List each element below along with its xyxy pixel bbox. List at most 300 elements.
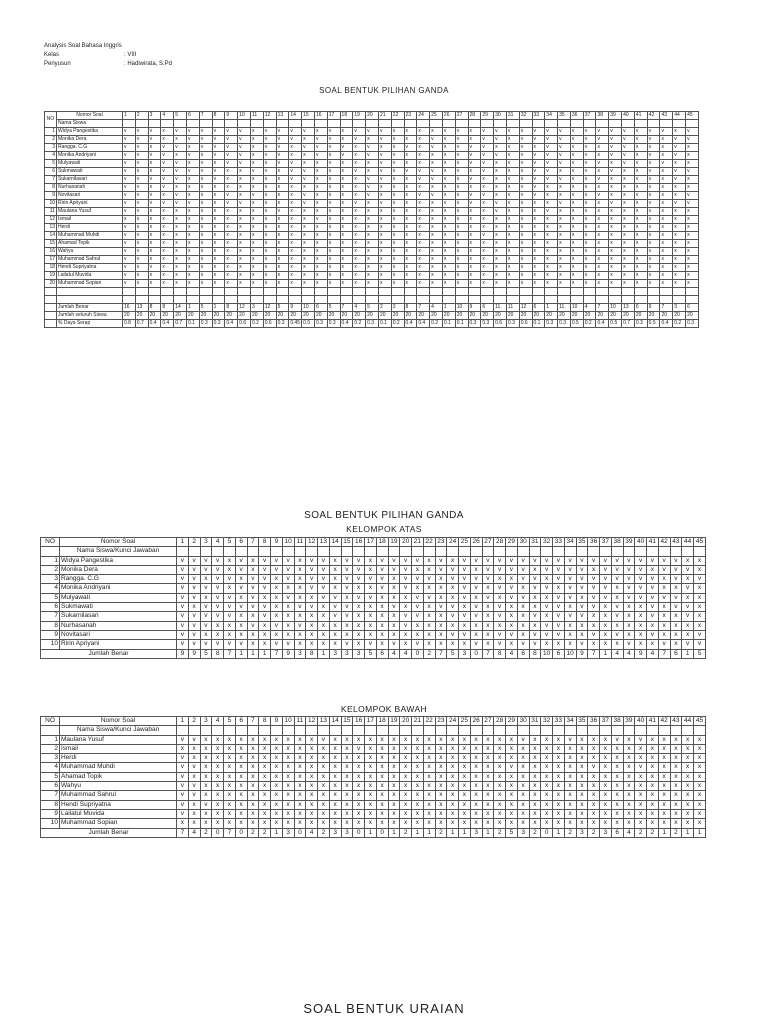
jumlah-benar-value: 8 (494, 649, 506, 658)
empty-cell (250, 296, 263, 304)
answer-cell: x (247, 791, 259, 800)
header-row (45, 120, 699, 128)
nomor-soal-header: Nomor Soal (60, 717, 177, 726)
answer-cell: x (353, 754, 365, 763)
answer-cell: x (682, 754, 694, 763)
empty-cell (200, 726, 212, 735)
student-no: 8 (45, 184, 57, 192)
answer-cell: x (658, 800, 670, 809)
answer-cell: x (391, 168, 404, 176)
answer-cell: x (532, 208, 545, 216)
answer-cell: v (341, 584, 353, 593)
answer-cell: x (199, 224, 212, 232)
answer-cell: x (600, 612, 612, 621)
answer-cell: x (250, 176, 263, 184)
empty-cell (673, 120, 686, 128)
answer-cell: x (623, 791, 635, 800)
answer-cell: x (430, 208, 443, 216)
answer-cell: x (188, 754, 200, 763)
jumlah-benar-value: 1 (694, 828, 706, 837)
question-number: 29 (506, 538, 518, 547)
empty-cell (417, 288, 430, 296)
jumlah-benar-value: 6 (670, 649, 682, 658)
answer-cell: x (545, 224, 558, 232)
empty-cell (123, 296, 136, 304)
answer-cell: x (634, 248, 647, 256)
answer-cell: x (686, 224, 699, 232)
answer-cell: x (517, 772, 529, 781)
answer-cell: x (289, 152, 302, 160)
jumlah-seluruh-value: 20 (340, 312, 353, 320)
answer-cell: x (199, 152, 212, 160)
daya-serap-value: 0.1 (455, 320, 468, 328)
answer-cell: v (294, 603, 306, 612)
answer-cell: x (247, 819, 259, 828)
answer-cell: x (302, 272, 315, 280)
multiple-choice-table (44, 111, 699, 328)
jumlah-benar-value: 1 (235, 649, 247, 658)
answer-cell: v (302, 144, 315, 152)
answer-cell: x (276, 280, 289, 288)
answer-cell: x (186, 208, 199, 216)
empty-cell (212, 726, 224, 735)
answer-cell: v (306, 556, 318, 565)
question-number: 15 (341, 717, 353, 726)
table-row (41, 565, 706, 574)
answer-cell: x (250, 264, 263, 272)
empty-cell (186, 296, 199, 304)
answer-cell: x (318, 621, 330, 630)
answer-cell: x (294, 556, 306, 565)
answer-cell: v (329, 603, 341, 612)
answer-cell: v (123, 168, 136, 176)
answer-cell: x (545, 184, 558, 192)
answer-cell: x (276, 264, 289, 272)
answer-cell: x (482, 630, 494, 639)
answer-cell: x (412, 809, 424, 818)
empty-cell (459, 547, 471, 556)
answer-cell: x (609, 256, 622, 264)
jumlah-benar-value: 1 (365, 828, 377, 837)
answer-cell: x (259, 735, 271, 744)
table-row (41, 612, 706, 621)
empty-cell (148, 296, 161, 304)
answer-cell: v (341, 603, 353, 612)
empty-cell (174, 288, 187, 296)
answer-cell: v (177, 612, 189, 621)
empty-cell (442, 288, 455, 296)
answer-cell: v (430, 144, 443, 152)
answer-cell: x (276, 200, 289, 208)
answer-cell: x (329, 735, 341, 744)
answer-cell: x (635, 791, 647, 800)
answer-cell: x (455, 192, 468, 200)
answer-cell: x (481, 200, 494, 208)
answer-cell: v (247, 621, 259, 630)
answer-cell: v (123, 248, 136, 256)
empty-cell (238, 288, 251, 296)
jumlah-benar-value: 8 (225, 304, 238, 312)
answer-cell: v (545, 168, 558, 176)
answer-cell: x (588, 782, 600, 791)
daya-serap-value: 0.4 (148, 320, 161, 328)
answer-cell: x (224, 735, 236, 744)
question-number: 36 (588, 538, 600, 547)
answer-cell: v (174, 192, 187, 200)
answer-cell: v (459, 556, 471, 565)
answer-cell: v (412, 612, 424, 621)
answer-cell: x (423, 744, 435, 753)
answer-cell: v (470, 575, 482, 584)
answer-cell: x (199, 184, 212, 192)
answer-cell: x (302, 224, 315, 232)
answer-cell: x (327, 280, 340, 288)
answer-cell: v (135, 200, 148, 208)
answer-cell: x (623, 754, 635, 763)
answer-cell: x (412, 565, 424, 574)
student-no: 17 (45, 256, 57, 264)
answer-cell: x (482, 584, 494, 593)
answer-cell: v (532, 160, 545, 168)
answer-cell: v (186, 128, 199, 136)
student-no: 10 (41, 819, 60, 828)
answer-cell: x (596, 184, 609, 192)
student-name: Muhammad Sopian (60, 819, 177, 828)
question-number: 8 (259, 538, 271, 547)
answer-cell: x (391, 200, 404, 208)
answer-cell: v (177, 800, 189, 809)
empty-cell (177, 547, 189, 556)
answer-cell: v (353, 556, 365, 565)
answer-cell: v (532, 168, 545, 176)
answer-cell: x (259, 809, 271, 818)
empty-cell (623, 547, 635, 556)
answer-cell: x (306, 640, 318, 649)
answer-cell: x (694, 621, 706, 630)
answer-cell: x (247, 612, 259, 621)
answer-cell: v (225, 200, 238, 208)
answer-cell: v (212, 575, 224, 584)
answer-cell: v (188, 763, 200, 772)
answer-cell: v (212, 612, 224, 621)
question-number: 7 (247, 538, 259, 547)
empty-cell (45, 288, 57, 296)
answer-cell: x (529, 744, 541, 753)
jumlah-benar-value: 3 (517, 828, 529, 837)
answer-cell: x (686, 248, 699, 256)
answer-cell: v (481, 160, 494, 168)
answer-cell: v (553, 556, 565, 565)
answer-cell: x (600, 754, 612, 763)
answer-cell: v (558, 128, 571, 136)
jumlah-benar-value: 5 (366, 304, 379, 312)
answer-cell: x (694, 584, 706, 593)
answer-cell: x (435, 575, 447, 584)
answer-cell: v (353, 575, 365, 584)
answer-cell: v (623, 565, 635, 574)
answer-cell: v (271, 565, 283, 574)
answer-cell: x (282, 791, 294, 800)
answer-cell: x (282, 603, 294, 612)
answer-cell: x (212, 232, 225, 240)
student-no: 5 (41, 772, 60, 781)
answer-cell: x (459, 735, 471, 744)
answer-cell: x (609, 192, 622, 200)
answer-cell: x (673, 224, 686, 232)
answer-cell: v (564, 593, 576, 602)
answer-cell: v (532, 192, 545, 200)
answer-cell: x (494, 800, 506, 809)
answer-cell: v (353, 168, 366, 176)
table-row (41, 791, 706, 800)
jumlah-benar-value: 0 (470, 649, 482, 658)
answer-cell: v (225, 136, 238, 144)
answer-cell: x (519, 272, 532, 280)
answer-cell: x (558, 280, 571, 288)
student-no: 4 (41, 763, 60, 772)
answer-cell: x (199, 216, 212, 224)
empty-cell (596, 296, 609, 304)
answer-cell: v (468, 144, 481, 152)
answer-cell: x (541, 744, 553, 753)
answer-cell: v (588, 763, 600, 772)
answer-cell: x (558, 240, 571, 248)
answer-cell: x (341, 772, 353, 781)
question-number: 24 (447, 538, 459, 547)
answer-cell: x (576, 735, 588, 744)
answer-cell: v (177, 782, 189, 791)
answer-cell: x (400, 772, 412, 781)
answer-cell: x (541, 593, 553, 602)
answer-cell: v (670, 575, 682, 584)
empty-cell (660, 120, 673, 128)
answer-cell: x (423, 772, 435, 781)
answer-cell: v (553, 603, 565, 612)
answer-cell: x (340, 200, 353, 208)
answer-cell: x (353, 782, 365, 791)
answer-cell: v (447, 630, 459, 639)
student-no: 1 (45, 128, 57, 136)
section4-title: SOAL BENTUK URAIAN (303, 1001, 465, 1016)
student-name: Hendi Supriyatna (60, 800, 177, 809)
empty-cell (647, 120, 660, 128)
answer-cell: x (600, 763, 612, 772)
answer-cell: x (588, 754, 600, 763)
answer-cell: x (148, 272, 161, 280)
question-number: 20 (366, 112, 379, 120)
empty-cell (583, 120, 596, 128)
answer-cell: x (506, 264, 519, 272)
question-number: 18 (376, 538, 388, 547)
question-number: 35 (576, 538, 588, 547)
answer-cell: x (212, 782, 224, 791)
answer-cell: x (306, 735, 318, 744)
answer-cell: x (148, 208, 161, 216)
empty-cell (327, 288, 340, 296)
empty-cell (282, 726, 294, 735)
question-number: 30 (517, 717, 529, 726)
empty-cell (506, 726, 518, 735)
answer-cell: v (647, 136, 660, 144)
answer-cell: x (447, 763, 459, 772)
answer-cell: x (417, 208, 430, 216)
answer-cell: v (529, 630, 541, 639)
student-no: 9 (41, 809, 60, 818)
empty-cell (435, 726, 447, 735)
answer-cell: x (647, 192, 660, 200)
answer-cell: v (341, 640, 353, 649)
question-number: 40 (635, 538, 647, 547)
question-number: 3 (200, 717, 212, 726)
answer-cell: v (482, 556, 494, 565)
answer-cell: x (635, 640, 647, 649)
answer-cell: v (302, 192, 315, 200)
answer-cell: x (391, 184, 404, 192)
answer-cell: x (388, 575, 400, 584)
answer-cell: x (224, 630, 236, 639)
answer-cell: v (188, 735, 200, 744)
answer-cell: x (482, 809, 494, 818)
answer-cell: x (271, 782, 283, 791)
answer-cell: x (250, 240, 263, 248)
answer-cell: v (276, 208, 289, 216)
empty-cell (353, 296, 366, 304)
answer-cell: x (583, 256, 596, 264)
answer-cell: v (341, 565, 353, 574)
jumlah-benar-value: 6 (314, 304, 327, 312)
answer-cell: x (391, 216, 404, 224)
answer-cell: v (225, 152, 238, 160)
answer-cell: x (622, 224, 635, 232)
answer-cell: x (225, 184, 238, 192)
jumlah-benar-value: 0 (294, 828, 306, 837)
student-name: Sukarnilasari (57, 176, 123, 184)
question-number: 6 (186, 112, 199, 120)
answer-cell: x (353, 630, 365, 639)
jumlah-benar-value: 2 (200, 828, 212, 837)
answer-cell: x (282, 800, 294, 809)
question-number: 13 (318, 538, 330, 547)
answer-cell: x (353, 772, 365, 781)
answer-cell: x (600, 800, 612, 809)
answer-cell: x (468, 216, 481, 224)
question-number: 40 (622, 112, 635, 120)
answer-cell: x (404, 208, 417, 216)
answer-cell: v (583, 136, 596, 144)
answer-cell: x (529, 819, 541, 828)
jumlah-benar-value: 4 (400, 649, 412, 658)
jumlah-seluruh-value: 20 (353, 312, 366, 320)
answer-cell: x (318, 809, 330, 818)
answer-cell: x (212, 772, 224, 781)
answer-cell: x (199, 176, 212, 184)
answer-cell: x (353, 809, 365, 818)
answer-cell: x (519, 248, 532, 256)
empty-cell (558, 120, 571, 128)
jumlah-seluruh-value: 20 (481, 312, 494, 320)
answer-cell: x (174, 216, 187, 224)
answer-cell: x (238, 184, 251, 192)
empty-cell (199, 296, 212, 304)
answer-cell: x (529, 809, 541, 818)
answer-cell: x (634, 152, 647, 160)
answer-cell: v (378, 160, 391, 168)
answer-cell: x (340, 176, 353, 184)
answer-cell: v (353, 593, 365, 602)
answer-cell: x (353, 819, 365, 828)
answer-cell: v (670, 556, 682, 565)
answer-cell: x (455, 240, 468, 248)
answer-cell: x (455, 216, 468, 224)
question-number: 19 (388, 538, 400, 547)
answer-cell: x (423, 763, 435, 772)
answer-cell: v (459, 584, 471, 593)
student-no: 13 (45, 224, 57, 232)
answer-cell: x (660, 224, 673, 232)
header-row (41, 547, 706, 556)
daya-serap-value: 0.3 (686, 320, 699, 328)
empty-cell (435, 547, 447, 556)
answer-cell: v (306, 603, 318, 612)
empty-cell (135, 120, 148, 128)
question-number: 20 (400, 717, 412, 726)
answer-cell: x (404, 136, 417, 144)
answer-cell: x (588, 809, 600, 818)
jumlah-benar-value: 1 (447, 828, 459, 837)
answer-cell: v (545, 160, 558, 168)
question-number: 21 (412, 538, 424, 547)
answer-cell: x (482, 744, 494, 753)
answer-cell: x (276, 184, 289, 192)
answer-cell: v (200, 612, 212, 621)
jumlah-benar-value: 2 (635, 828, 647, 837)
nama-siswa-header: Nama Siswa/Kunci Jawaban (60, 726, 177, 735)
student-no: 3 (41, 575, 60, 584)
empty-cell (583, 296, 596, 304)
answer-cell: v (622, 136, 635, 144)
answer-cell: v (558, 176, 571, 184)
answer-cell: x (686, 176, 699, 184)
answer-cell: x (482, 612, 494, 621)
answer-cell: x (459, 800, 471, 809)
answer-cell: v (623, 584, 635, 593)
empty-cell (609, 288, 622, 296)
empty-cell (314, 120, 327, 128)
answer-cell: x (238, 256, 251, 264)
answer-cell: x (686, 272, 699, 280)
student-no: 19 (45, 272, 57, 280)
answer-cell: x (564, 621, 576, 630)
answer-cell: v (177, 640, 189, 649)
answer-cell: x (188, 809, 200, 818)
empty-cell (673, 296, 686, 304)
answer-cell: x (682, 575, 694, 584)
student-name: Monika Dera (60, 565, 177, 574)
answer-cell: x (340, 272, 353, 280)
answer-cell: v (412, 575, 424, 584)
answer-cell: x (670, 763, 682, 772)
question-number: 39 (623, 717, 635, 726)
answer-cell: x (200, 754, 212, 763)
document-header (44, 42, 172, 69)
student-no: 18 (45, 264, 57, 272)
answer-cell: x (224, 782, 236, 791)
jumlah-benar-value: 3 (600, 828, 612, 837)
answer-cell: x (611, 782, 623, 791)
question-number: 10 (282, 538, 294, 547)
answer-cell: v (430, 136, 443, 144)
answer-cell: x (391, 136, 404, 144)
